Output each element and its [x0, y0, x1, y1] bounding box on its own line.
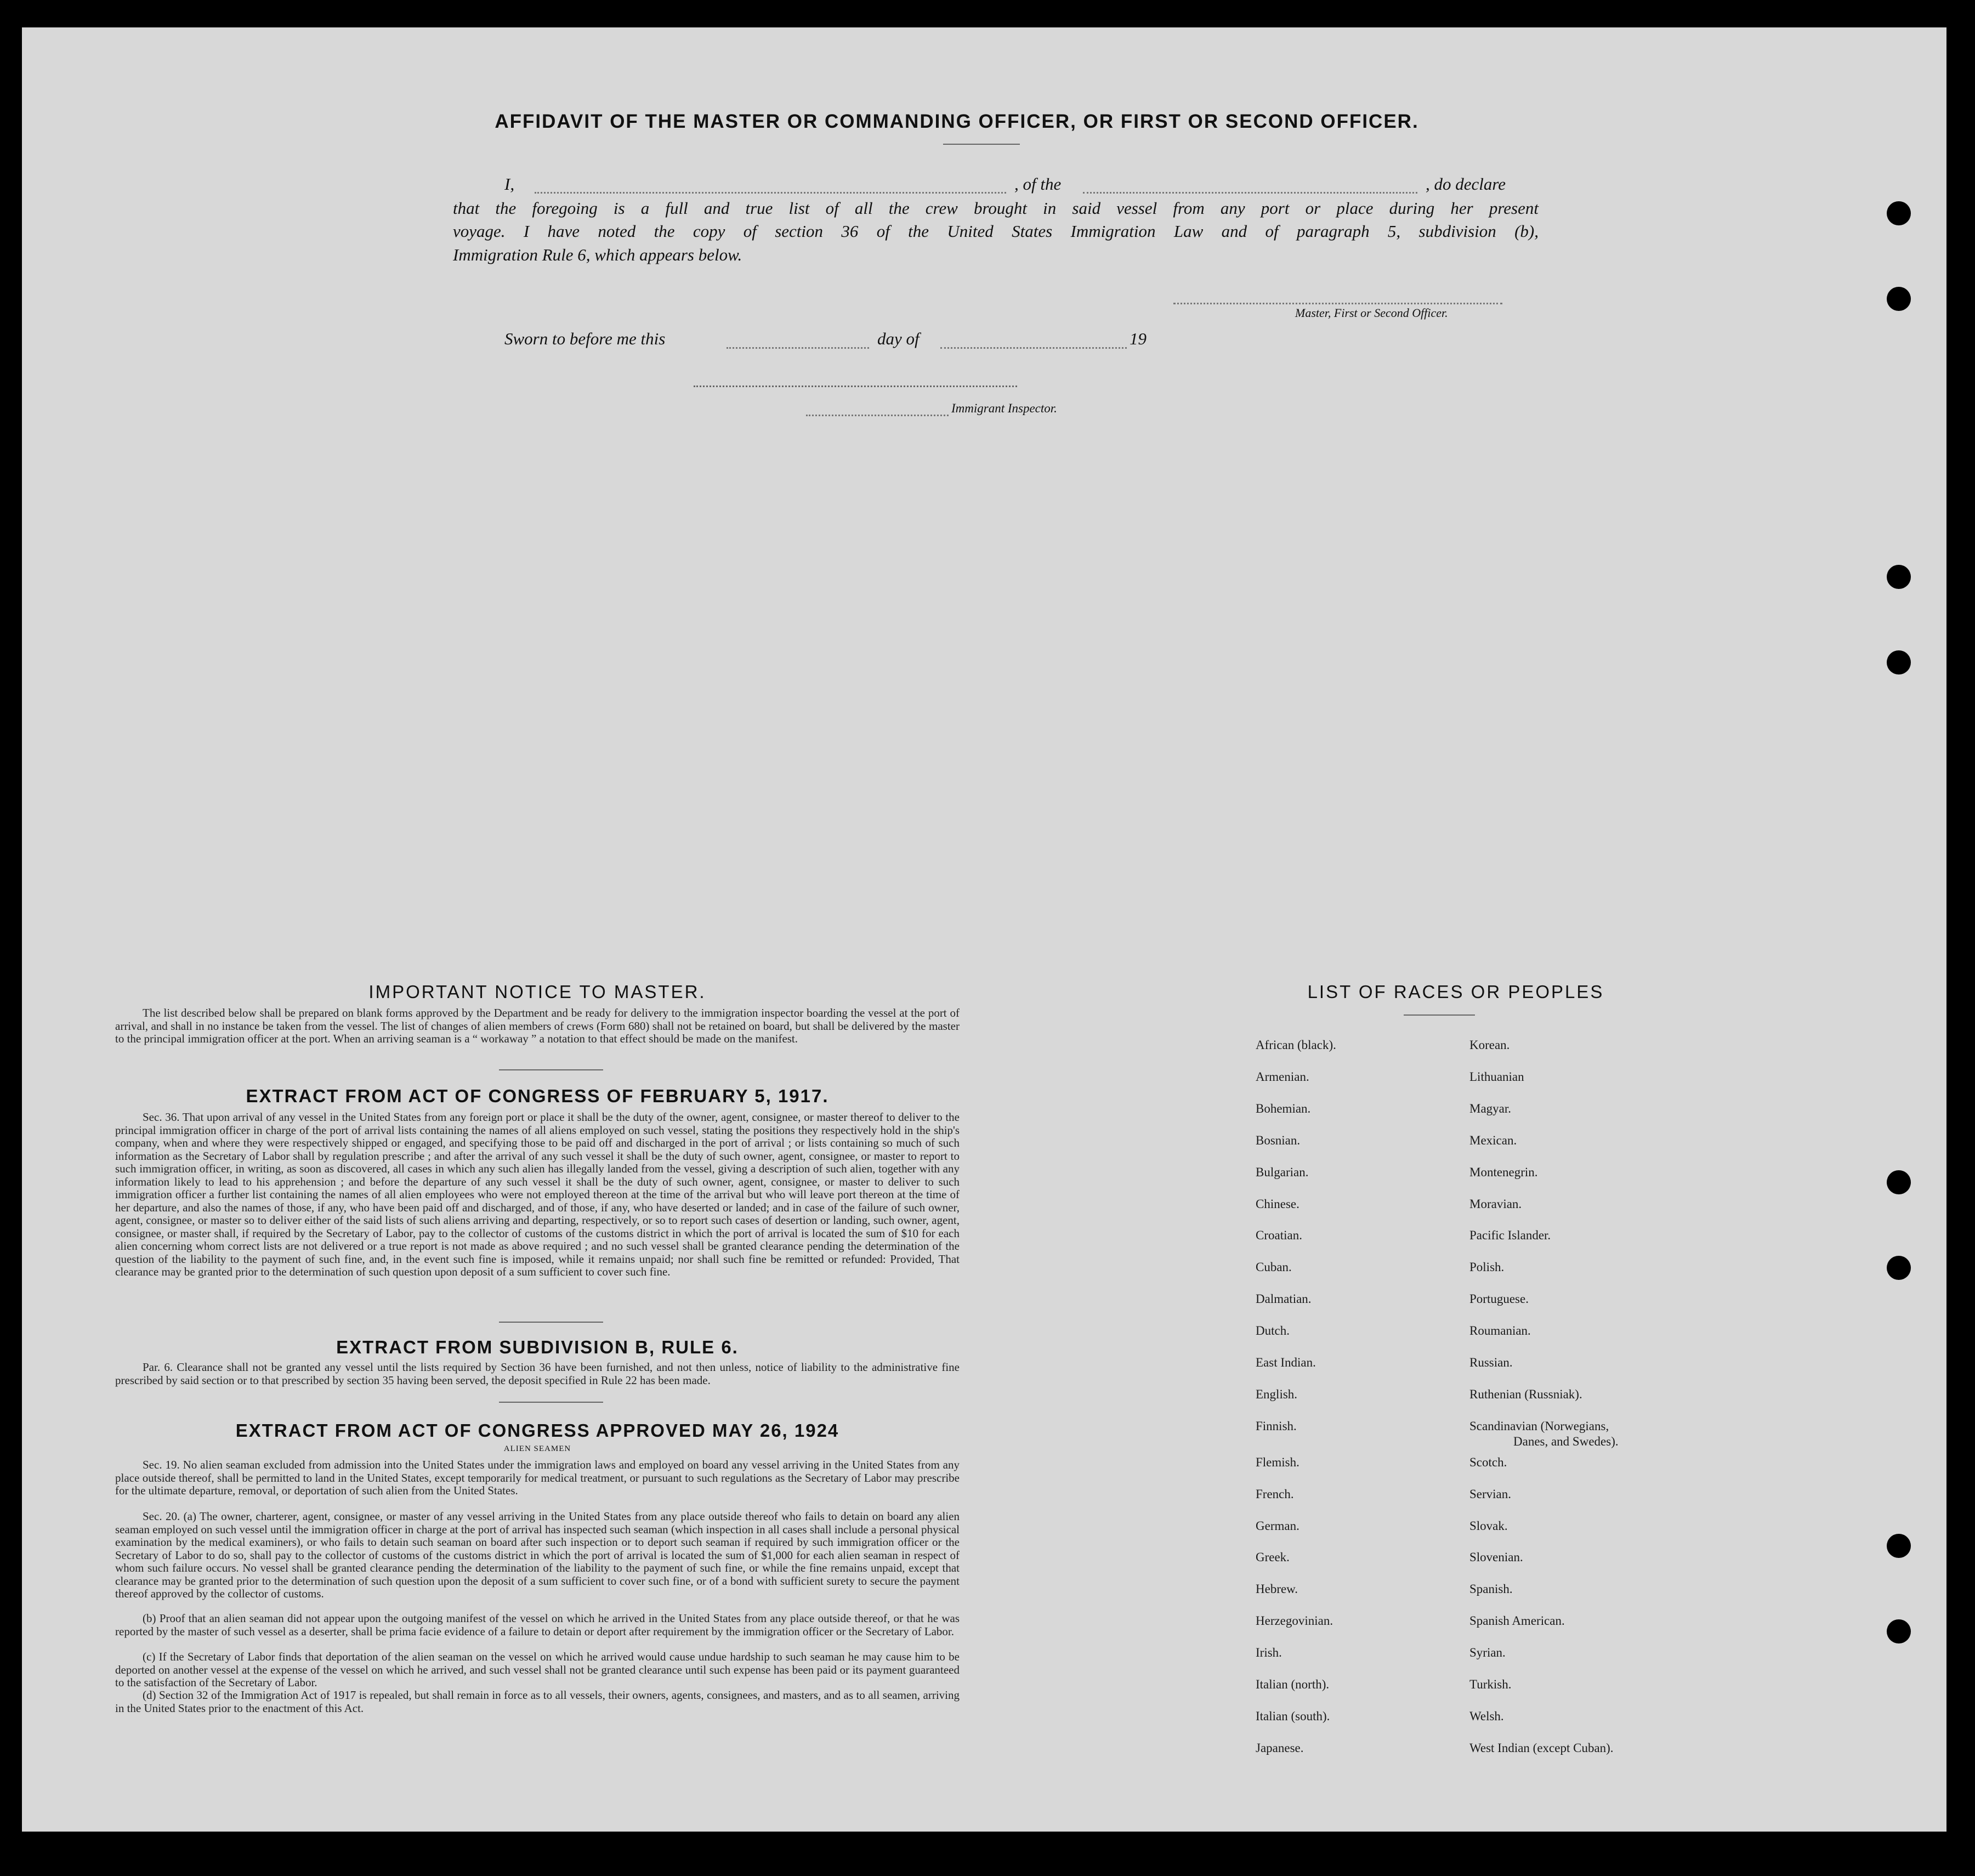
race-item: Spanish American. [1469, 1614, 1565, 1628]
extract-rule6-rule [499, 1402, 603, 1403]
affidavit-i-label: I, [504, 174, 515, 194]
year-label: 19 [1130, 329, 1147, 348]
race-item: German. [1256, 1518, 1299, 1533]
notice-title: IMPORTANT NOTICE TO MASTER. [368, 982, 706, 1002]
race-item: Lithuanian [1469, 1069, 1524, 1084]
race-item: Scotch. [1469, 1455, 1507, 1469]
race-item: Flemish. [1256, 1455, 1299, 1469]
race-item: Portuguese. [1469, 1292, 1529, 1306]
race-item: African (black). [1256, 1038, 1336, 1052]
race-item: Bohemian. [1256, 1101, 1311, 1115]
race-item: Syrian. [1469, 1646, 1506, 1660]
master-name-line [535, 192, 1006, 194]
race-item: Finnish. [1256, 1419, 1297, 1433]
extract-1917-title: EXTRACT FROM ACT OF CONGRESS OF FEBRUARY 5, 1917. [246, 1086, 829, 1106]
extract-1924-sec20a: Sec. 20. (a) The owner, charterer, agent, consignee, or master of any vessel arriving in the United States from any place outside thereof who fails to detain on board any alien seaman employed on such vessel until the immigration officer in charge at the port of arrival has inspected such seaman (which inspection in all cases shall include a personal physical examination by the medical examiners), or who fails to detain such seaman on board after such inspection or to deport such seaman if required by such immigration officer or the Secretary of Labor to do so, shall pay to the collector of customs of the customs district in which the port of arrival is located the sum of $1,000 for each alien seaman in respect of whom such failure occurs. No vessel shall be granted clearance pending the determination of the liability to the payment of such fine, or while the fine remains unpaid, except that clearance may be granted prior to the determination of such question upon the deposit of a sum sufficient to cover such fine, or of a bond with sufficient surety to secure the payment thereof approved by the collector of customs. [115, 1510, 960, 1600]
race-item: Spanish. [1469, 1582, 1513, 1596]
race-item: Roumanian. [1469, 1324, 1531, 1338]
affidavit-title: AFFIDAVIT OF THE MASTER OR COMMANDING OFFICER, OR FIRST OR SECOND OFFICER. [495, 111, 1419, 132]
affidavit-line-2: voyage. I have noted the copy of section 36 of the United States Immigration Law and of paragraph 5, subdivision (b), [453, 222, 1539, 241]
race-item: Bulgarian. [1256, 1165, 1309, 1179]
extract-1924-subtitle: ALIEN SEAMEN [503, 1444, 571, 1453]
vessel-name-line [1083, 192, 1417, 194]
race-item: Chinese. [1256, 1197, 1299, 1211]
race-item: Herzegovinian. [1256, 1614, 1333, 1628]
race-item: Ruthenian (Russniak). [1469, 1387, 1582, 1401]
notice-body: The list described below shall be prepared on blank forms approved by the Department and be ready for delivery to the immigration inspector boarding the vessel at the port of arrival, and shall in no instance be taken from the vessel. The list of changes of alien members of crews (Form 680) shall not be retained on board, but shall be delivered by the master to the principal immigration officer at the port. When an arriving seaman is a “ workaway ” a notation to that effect should be made on the manifest. [115, 1006, 960, 1045]
extract-rule6-body: Par. 6. Clearance shall not be granted any vessel until the lists required by Section 36 have been furnished, and not then unless, notice of liability to the administrative fine prescribed by said section or to that prescribed by section 35 having been served, the deposit specified in Rule 22 has been made. [115, 1361, 960, 1387]
race-item: Dalmatian. [1256, 1292, 1312, 1306]
punch-hole-7 [1887, 1534, 1911, 1558]
affidavit-title-rule [943, 144, 1020, 145]
punch-hole-2 [1887, 287, 1911, 311]
affidavit-line-1: that the foregoing is a full and true list of all the crew brought in said vessel from any port or place during her present [453, 199, 1539, 218]
race-item: Dutch. [1256, 1324, 1290, 1338]
race-item: Servian. [1469, 1487, 1512, 1501]
races-title: LIST OF RACES OR PEOPLES [1307, 982, 1604, 1002]
inspector-signature-line [694, 386, 1017, 387]
race-item: East Indian. [1256, 1356, 1316, 1369]
race-item: Irish. [1256, 1646, 1282, 1660]
race-item: Korean. [1469, 1038, 1510, 1052]
race-item: Slovenian. [1469, 1550, 1523, 1565]
punch-hole-3 [1887, 565, 1911, 589]
race-item: Montenegrin. [1469, 1165, 1538, 1179]
inspector-caption: Immigrant Inspector. [951, 401, 1057, 415]
sworn-month-line [940, 347, 1127, 349]
race-item: Slovak. [1469, 1518, 1508, 1533]
race-item: Armenian. [1256, 1069, 1309, 1084]
race-item: Polish. [1469, 1260, 1505, 1274]
race-item-continuation: Danes, and Swedes). [1513, 1434, 1619, 1448]
affidavit-of-the: , of the [1014, 174, 1062, 194]
punch-hole-1 [1887, 201, 1911, 225]
inspector-dotted-line [806, 415, 949, 416]
sworn-label: Sworn to before me this [504, 329, 666, 348]
race-item: Japanese. [1256, 1741, 1304, 1755]
punch-hole-6 [1887, 1256, 1911, 1280]
extract-1924-sec19: Sec. 19. No alien seaman excluded from admission into the United States under the immigration laws and employed on board any vessel arriving in the United States from any place outside thereof, shall be permitted to land in the United States, except temporarily for medical treatment, or pursuant to such regulations as the Secretary of Labor may prescribe for the ultimate departure, removal, or deportation of such alien from the United States. [115, 1458, 960, 1497]
punch-hole-8 [1887, 1619, 1911, 1643]
race-item: Mexican. [1469, 1133, 1517, 1147]
extract-1917-rule [499, 1322, 603, 1323]
race-item: Hebrew. [1256, 1582, 1298, 1596]
punch-hole-5 [1887, 1170, 1911, 1194]
race-item: Cuban. [1256, 1260, 1292, 1274]
extract-1917-body: Sec. 36. That upon arrival of any vessel in the United States from any foreign port or place it shall be the duty of the owner, agent, consignee, or master thereof to deliver to the principal immigration officer in charge of the port of arrival lists containing the names of all aliens employed on such vessel, stating the positions they respectively hold in the ship's company, when and where they were respectively shipped or engaged, and specifying those to be paid off and discharged in the port of arrival ; or lists containing so much of such information as the Secretary of Labor shall by regulation prescribe ; and after the arrival of any such vessel it shall be the duty of such owner, agent, consignee, or master to report to such immigration officer, in writing, as soon as discovered, all cases in which any such alien has illegally landed from the vessel, giving a description of such alien, together with any information likely to lead to his apprehension ; and before the departure of any such vessel it shall be the duty of such owner, agent, consignee, or master to deliver to such immigration officer a further list containing the names of all alien employees who were not employed thereon at the time of the arrival but who will leave port thereon at the time of her departure, and also the names of those, if any, who have been paid off and discharged, and of those, if any, who have deserted or landed; and in case of the failure of such owner, agent, consignee, or master so to deliver either of the said lists of such aliens arriving and departing, respectively, or so to report such cases of desertion or landing, such owner, agent, consignee, or master shall, if required by the Secretary of Labor, pay to the collector of customs of the customs district in which the port of arrival is located the sum of $10 for each alien concerning whom correct lists are not delivered or a true report is not made as above required ; and no such vessel shall be granted clearance pending the determination of the question of the liability to the payment of such fine, and, in the event such fine is imposed, while it remains unpaid; nor shall such fine be remitted or refunded: Provided, That clearance may be granted prior to the determination of such question upon deposit of a sum sufficient to cover such fine. [115, 1110, 960, 1278]
punch-hole-4 [1887, 650, 1911, 675]
race-item: Italian (south). [1256, 1709, 1330, 1723]
race-item: Welsh. [1469, 1709, 1504, 1723]
race-item: Croatian. [1256, 1228, 1302, 1243]
race-item: West Indian (except Cuban). [1469, 1741, 1614, 1755]
race-item: Moravian. [1469, 1197, 1522, 1211]
race-item: Magyar. [1469, 1101, 1512, 1115]
master-signature-line [1173, 303, 1502, 304]
extract-rule6-title: EXTRACT FROM SUBDIVISION B, RULE 6. [336, 1337, 739, 1357]
race-item: Pacific Islander. [1469, 1228, 1551, 1243]
race-item: English. [1256, 1387, 1298, 1401]
affidavit-do-declare: , do declare [1426, 174, 1506, 194]
race-item: Bosnian. [1256, 1133, 1301, 1147]
extract-1924-sec20c: (c) If the Secretary of Labor finds that deportation of the alien seaman on the vessel on which he arrived would cause undue hardship to such seaman he may cause him to be deported on another vessel at the expense of the vessel on which he arrived, and such vessel shall not be granted clearance until such expense has been paid or its payment guaranteed to the satisfaction of the Secretary of Labor. [115, 1650, 960, 1689]
sworn-day-line [727, 347, 869, 349]
day-of-label: day of [877, 329, 920, 348]
race-item: Italian (north). [1256, 1677, 1330, 1691]
race-item: Scandinavian (Norwegians, [1469, 1419, 1609, 1433]
race-item: Russian. [1469, 1356, 1513, 1369]
master-signature-caption: Master, First or Second Officer. [1295, 306, 1448, 320]
extract-1924-sec20b: (b) Proof that an alien seaman did not appear upon the outgoing manifest of the vessel on which he arrived in the United States from any place outside thereof, or that he was reported by the master of such vessel as a deserter, shall be prima facie evidence of a failure to detain or deport after requirement by the immigration officer or the Secretary of Labor. [115, 1612, 960, 1638]
races-rule [1404, 1014, 1475, 1016]
extract-1924-sec20d: (d) Section 32 of the Immigration Act of 1917 is repealed, but shall remain in force as to all vessels, their owners, agents, consignees, and masters, and as to all seamen, arriving in the United States prior to the enactment of this Act. [115, 1688, 960, 1715]
extract-1924-title: EXTRACT FROM ACT OF CONGRESS APPROVED MAY 26, 1924 [235, 1420, 839, 1441]
race-item: Turkish. [1469, 1677, 1512, 1691]
affidavit-line-3: Immigration Rule 6, which appears below. [453, 245, 742, 264]
race-item: Greek. [1256, 1550, 1290, 1565]
notice-rule [499, 1069, 603, 1070]
race-item: French. [1256, 1487, 1294, 1501]
